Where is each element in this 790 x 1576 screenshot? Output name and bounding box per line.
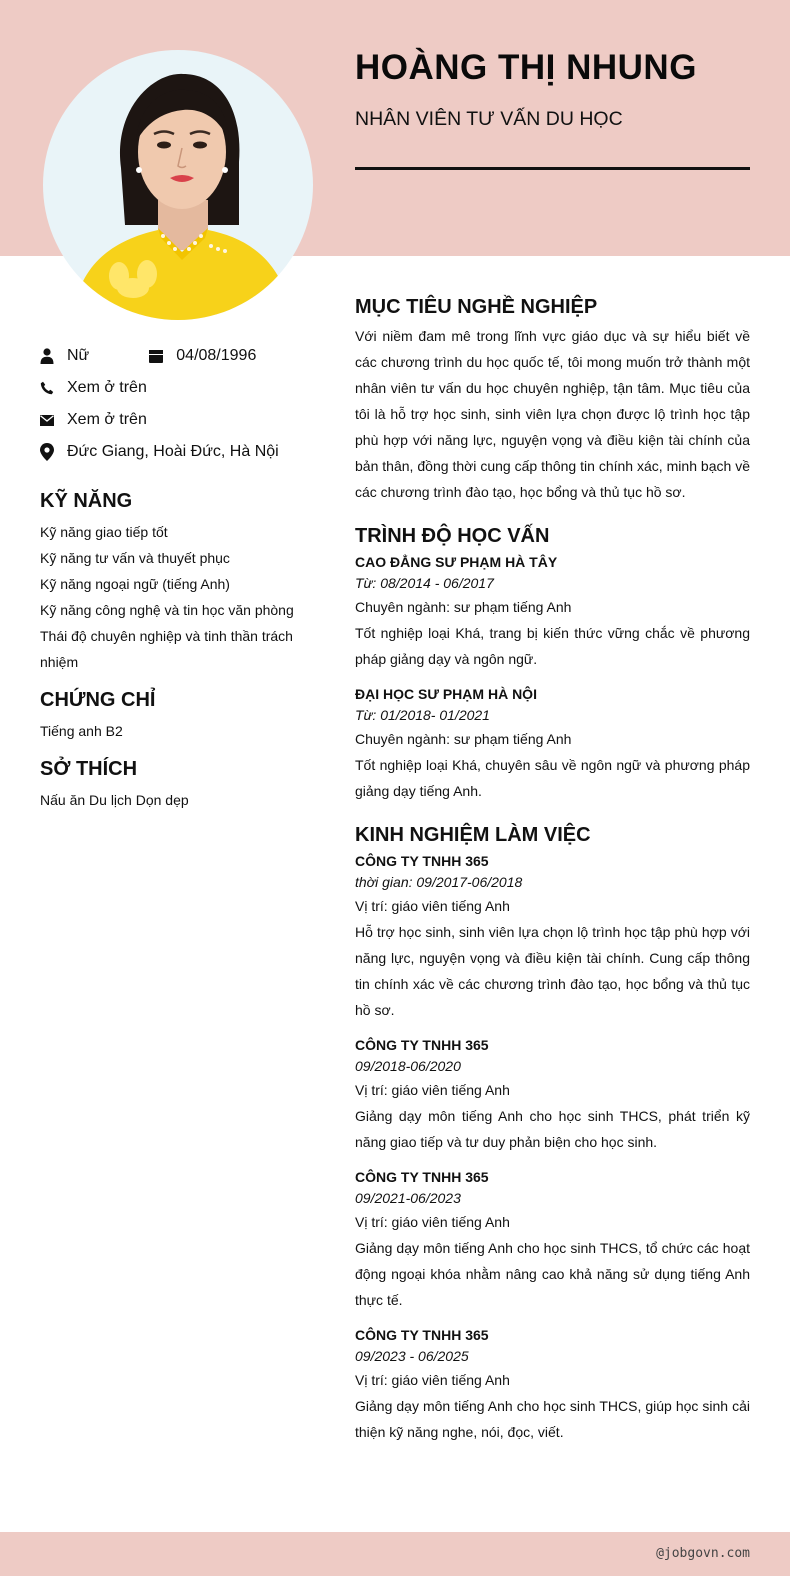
- company-name: CÔNG TY TNHH 365: [355, 1037, 489, 1053]
- experience-entry: [355, 1325, 750, 1445]
- work-period: thời gian: 09/2017-06/2018: [355, 874, 523, 890]
- position: Vị trí: giáo viên tiếng Anh: [355, 1214, 510, 1230]
- info-row-phone: [40, 372, 310, 404]
- school-name: CAO ĐẲNG SƯ PHẠM HÀ TÂY: [355, 554, 558, 570]
- company-name: CÔNG TY TNHH 365: [355, 1169, 489, 1185]
- school-name: ĐẠI HỌC SƯ PHẠM HÀ NỘI: [355, 686, 537, 702]
- position: Vị trí: giáo viên tiếng Anh: [355, 898, 510, 914]
- position: Vị trí: giáo viên tiếng Anh: [355, 1082, 510, 1098]
- gender-value: Nữ: [67, 347, 90, 364]
- work-period: 09/2023 - 06/2025: [355, 1348, 469, 1364]
- calendar-icon: [149, 348, 163, 364]
- objective-section: [355, 296, 750, 505]
- experience-heading: KINH NGHIỆM LÀM VIỆC: [355, 824, 591, 846]
- info-row-address: [40, 436, 310, 468]
- major: Chuyên ngành: sư phạm tiếng Anh: [355, 731, 572, 747]
- experience-description: Giảng dạy môn tiếng Anh cho học sinh THCS, phát triển kỹ năng giao tiếp và tư duy phản biện cho học sinh.: [355, 1108, 750, 1150]
- profile-photo: [43, 50, 313, 320]
- phone-value: Xem ở trên: [67, 379, 147, 396]
- experience-description: Giảng dạy môn tiếng Anh cho học sinh THCS, giúp học sinh cải thiện kỹ năng nghe, nói, đọc, viết.: [355, 1398, 750, 1440]
- objective-text: Với niềm đam mê trong lĩnh vực giáo dục và sự hiểu biết về các chương trình du học quốc tế, tôi mong muốn trở thành một nhân viên tư vấn du học chuyên nghiệp, tận tâm. Mục tiêu của tôi là hỗ trợ học sinh, sinh viên lựa chọn được lộ trình học tập phù hợp với năng lực, nguyện vọng và điều kiện tài chính của bản thân, đồng thời cung cấp thông tin chính xác, minh bạch về các chương trình đào tạo, học bổng và thủ tục hồ sơ.: [355, 328, 750, 500]
- experience-entry: [355, 1035, 750, 1155]
- phone-icon: [40, 380, 54, 396]
- skill-item: Kỹ năng tư vấn và thuyết phục: [40, 550, 230, 566]
- certificates-heading: CHỨNG CHỈ: [40, 689, 156, 711]
- major: Chuyên ngành: sư phạm tiếng Anh: [355, 599, 572, 615]
- job-title: NHÂN VIÊN TƯ VẤN DU HỌC: [355, 108, 623, 130]
- skill-item: Thái độ chuyên nghiệp và tinh thần trách nhiệm: [40, 628, 293, 670]
- left-column: [40, 340, 310, 813]
- email-value: Xem ở trên: [67, 411, 147, 428]
- birthday-value: 04/08/1996: [176, 347, 257, 364]
- company-name: CÔNG TY TNHH 365: [355, 1327, 489, 1343]
- certificate-item: Tiếng anh B2: [40, 723, 123, 739]
- candidate-name: HOÀNG THỊ NHUNG: [355, 48, 697, 87]
- skill-item: Kỹ năng ngoại ngữ (tiếng Anh): [40, 576, 230, 592]
- info-row-gender-birthday: [40, 340, 310, 372]
- experience-entry: [355, 1167, 750, 1313]
- title-divider: [355, 167, 750, 170]
- experience-description: Hỗ trợ học sinh, sinh viên lựa chọn lộ trình học tập phù hợp với năng lực, nguyện vọng và điều kiện tài chính. Cung cấp thông tin chính xác về các chương trình đào tạo, học bổng và thủ tục hồ sơ.: [355, 924, 750, 1018]
- mail-icon: [40, 412, 54, 428]
- position: Vị trí: giáo viên tiếng Anh: [355, 1372, 510, 1388]
- company-name: CÔNG TY TNHH 365: [355, 853, 489, 869]
- right-column: [355, 296, 750, 1457]
- hobbies-text: Nấu ăn Du lịch Dọn dẹp: [40, 792, 189, 808]
- education-entry: [355, 552, 750, 672]
- skill-item: Kỹ năng giao tiếp tốt: [40, 524, 168, 540]
- study-period: Từ: 01/2018- 01/2021: [355, 707, 490, 723]
- work-period: 09/2018-06/2020: [355, 1058, 461, 1074]
- education-entry: [355, 684, 750, 804]
- education-description: Tốt nghiệp loại Khá, trang bị kiến thức vững chắc về phương pháp giảng dạy và ngôn ngữ.: [355, 625, 750, 667]
- education-section: [355, 525, 750, 804]
- experience-entry: [355, 851, 750, 1023]
- footer-watermark: @jobgovn.com: [656, 1546, 750, 1561]
- person-icon: [40, 348, 54, 364]
- objective-heading: MỤC TIÊU NGHỀ NGHIỆP: [355, 296, 598, 318]
- skills-heading: KỸ NĂNG: [40, 490, 133, 512]
- skills-section: [40, 490, 310, 675]
- info-row-email: [40, 404, 310, 436]
- hobbies-heading: SỞ THÍCH: [40, 758, 138, 780]
- education-heading: TRÌNH ĐỘ HỌC VẤN: [355, 525, 550, 547]
- skill-item: Kỹ năng công nghệ và tin học văn phòng: [40, 602, 294, 618]
- experience-section: [355, 824, 750, 1445]
- hobbies-section: [40, 758, 310, 813]
- location-pin-icon: [40, 444, 54, 460]
- education-description: Tốt nghiệp loại Khá, chuyên sâu về ngôn ngữ và phương pháp giảng dạy tiếng Anh.: [355, 757, 750, 799]
- work-period: 09/2021-06/2023: [355, 1190, 461, 1206]
- study-period: Từ: 08/2014 - 06/2017: [355, 575, 494, 591]
- certificates-section: [40, 689, 310, 744]
- experience-description: Giảng dạy môn tiếng Anh cho học sinh THCS, tổ chức các hoạt động ngoại khóa nhằm nâng cao khả năng sử dụng tiếng Anh thực tế.: [355, 1240, 750, 1308]
- address-value: Đức Giang, Hoài Đức, Hà Nội: [67, 443, 279, 460]
